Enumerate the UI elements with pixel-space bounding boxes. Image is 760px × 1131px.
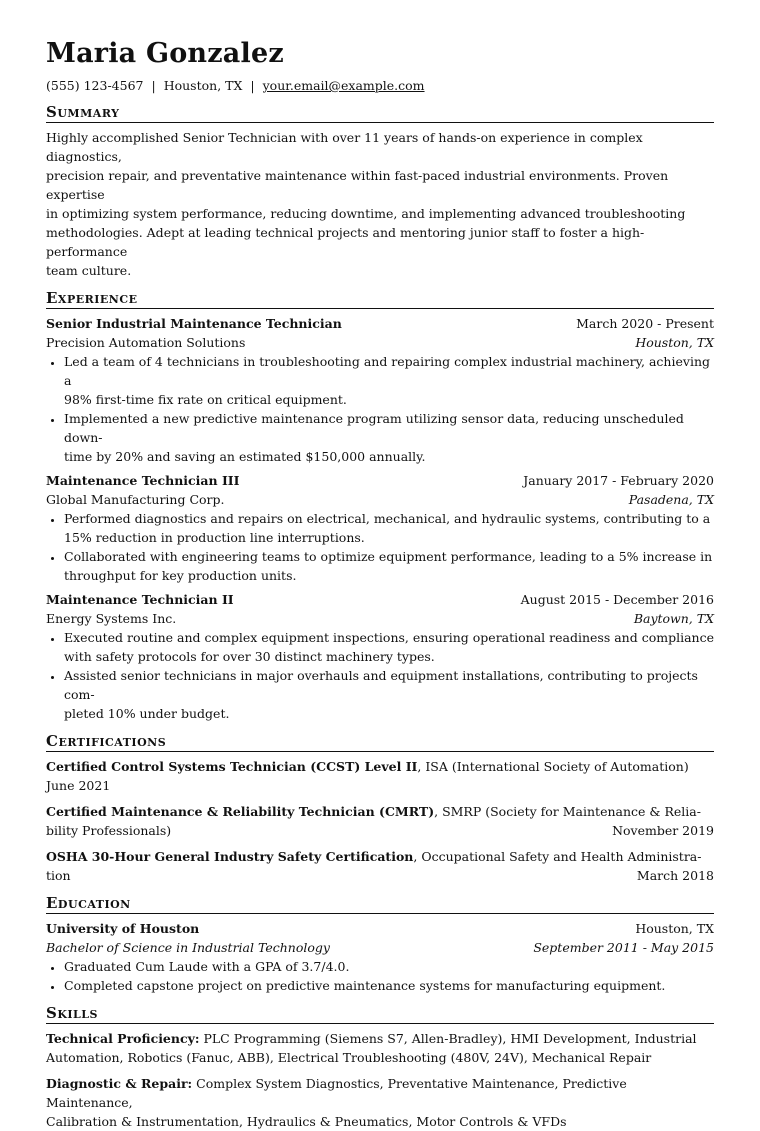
job-dates: August 2015 - December 2016: [520, 592, 714, 607]
phone-number: (555) 123-4567: [46, 78, 144, 93]
certification-issuer: , SMRP (Society for Maintenance & Relia-: [434, 804, 701, 819]
summary-line: Highly accomplished Senior Technician with over 11 years of hands-on experience in complex diagnostics,: [46, 130, 643, 164]
certification-issuer-cont: bility Professionals): [46, 823, 172, 838]
certification-date: March 2018: [636, 868, 714, 883]
section-title-summary: Summary: [46, 103, 714, 123]
job-bullets: [46, 352, 714, 466]
certification-name: Certified Control Systems Technician (CCST) Level II: [46, 759, 418, 774]
candidate-name: Maria Gonzalez: [46, 38, 284, 69]
job-entry: [46, 590, 714, 723]
job-entry: [46, 314, 714, 466]
job-location: Baytown, TX: [633, 611, 714, 626]
separator: |: [250, 78, 255, 93]
contact-line: [46, 78, 714, 94]
skill-list: Complex System Diagnostics, Preventative Maintenance, Predictive Maintenance,: [46, 1076, 627, 1110]
skill-group: [46, 1074, 714, 1131]
skill-label: Diagnostic & Repair:: [46, 1076, 193, 1091]
section-title-education: Education: [46, 894, 714, 914]
separator: |: [151, 78, 156, 93]
job-company: Energy Systems Inc.: [46, 611, 177, 626]
certification-date: June 2021: [46, 778, 111, 793]
education-bullet: • Completed capstone project on predictive maintenance systems for manufacturing equipment.: [63, 976, 714, 995]
school-location: Houston, TX: [635, 921, 714, 936]
job-company: Global Manufacturing Corp.: [46, 492, 225, 507]
email-link[interactable]: your.email@example.com: [262, 78, 425, 93]
summary-line: team culture.: [46, 263, 132, 278]
job-bullets: [46, 509, 714, 585]
skill-list: Automation, Robotics (Fanuc, ABB), Electrical Troubleshooting (480V, 24V), Mechanical Repair: [46, 1050, 652, 1065]
section-title-skills: Skills: [46, 1004, 714, 1024]
job-location: Houston, TX: [635, 335, 714, 350]
education-bullet: • Graduated Cum Laude with a GPA of 3.7/4.0.: [63, 957, 714, 976]
job-bullet: • Led a team of 4 technicians in troubleshooting and repairing complex industrial machinery, achieving a 98% first-time fix rate on critical equipment.: [63, 352, 714, 409]
job-role: Senior Industrial Maintenance Technician: [46, 316, 342, 331]
location: Houston, TX: [163, 78, 243, 93]
job-bullet: • Assisted senior technicians in major overhauls and equipment installations, contributing to projects com- pleted 10% under budget.: [63, 666, 714, 723]
summary-text: [46, 128, 714, 280]
school-name: University of Houston: [46, 921, 200, 936]
certification-issuer: , Occupational Safety and Health Administra-: [413, 849, 702, 864]
summary-line: methodologies. Adept at leading technical projects and mentoring junior staff to foster a high-performance: [46, 225, 645, 259]
certification-name: Certified Maintenance & Reliability Technician (CMRT): [46, 804, 435, 819]
skill-group: [46, 1029, 714, 1067]
job-role: Maintenance Technician III: [46, 473, 240, 488]
skill-list: PLC Programming (Siemens S7, Allen-Bradley), HMI Development, Industrial: [199, 1031, 697, 1046]
job-bullet: • Executed routine and complex equipment inspections, ensuring operational readiness and compliance with safety protocols for over 30 distinct machinery types.: [63, 628, 714, 666]
skill-label: Technical Proficiency:: [46, 1031, 200, 1046]
skill-list: Calibration & Instrumentation, Hydraulics & Pneumatics, Motor Controls & VFDs: [46, 1114, 567, 1129]
job-company: Precision Automation Solutions: [46, 335, 246, 350]
certification-date: November 2019: [612, 823, 714, 838]
job-role: Maintenance Technician II: [46, 592, 234, 607]
certification-issuer: , ISA (International Society of Automation): [417, 759, 689, 774]
section-title-certifications: Certifications: [46, 732, 714, 752]
job-bullet: • Performed diagnostics and repairs on electrical, mechanical, and hydraulic systems, contributing to a 15% reduction in production line interruptions.: [63, 509, 714, 547]
certification-entry: [46, 847, 714, 885]
job-location: Pasadena, TX: [628, 492, 714, 507]
summary-line: in optimizing system performance, reducing downtime, and implementing advanced troubleshooting: [46, 206, 686, 221]
section-title-experience: Experience: [46, 289, 714, 309]
job-entry: [46, 471, 714, 585]
job-dates: January 2017 - February 2020: [523, 473, 714, 488]
degree: Bachelor of Science in Industrial Technology: [46, 940, 330, 955]
certification-entry: [46, 757, 714, 795]
education-dates: September 2011 - May 2015: [533, 940, 714, 955]
job-bullet: • Collaborated with engineering teams to optimize equipment performance, leading to a 5% increase in throughput for key production units.: [63, 547, 714, 585]
certification-issuer-cont: tion: [46, 868, 71, 883]
job-bullet: • Implemented a new predictive maintenance program utilizing sensor data, reducing unscheduled down- time by 20% and saving an estimated $150,000 annually.: [63, 409, 714, 466]
job-bullets: [46, 628, 714, 723]
certification-entry: [46, 802, 714, 840]
education-bullets: [46, 957, 714, 995]
summary-line: precision repair, and preventative maintenance within fast-paced industrial environments. Proven expertise: [46, 168, 669, 202]
job-dates: March 2020 - Present: [576, 316, 714, 331]
certification-name: OSHA 30-Hour General Industry Safety Certification: [46, 849, 414, 864]
